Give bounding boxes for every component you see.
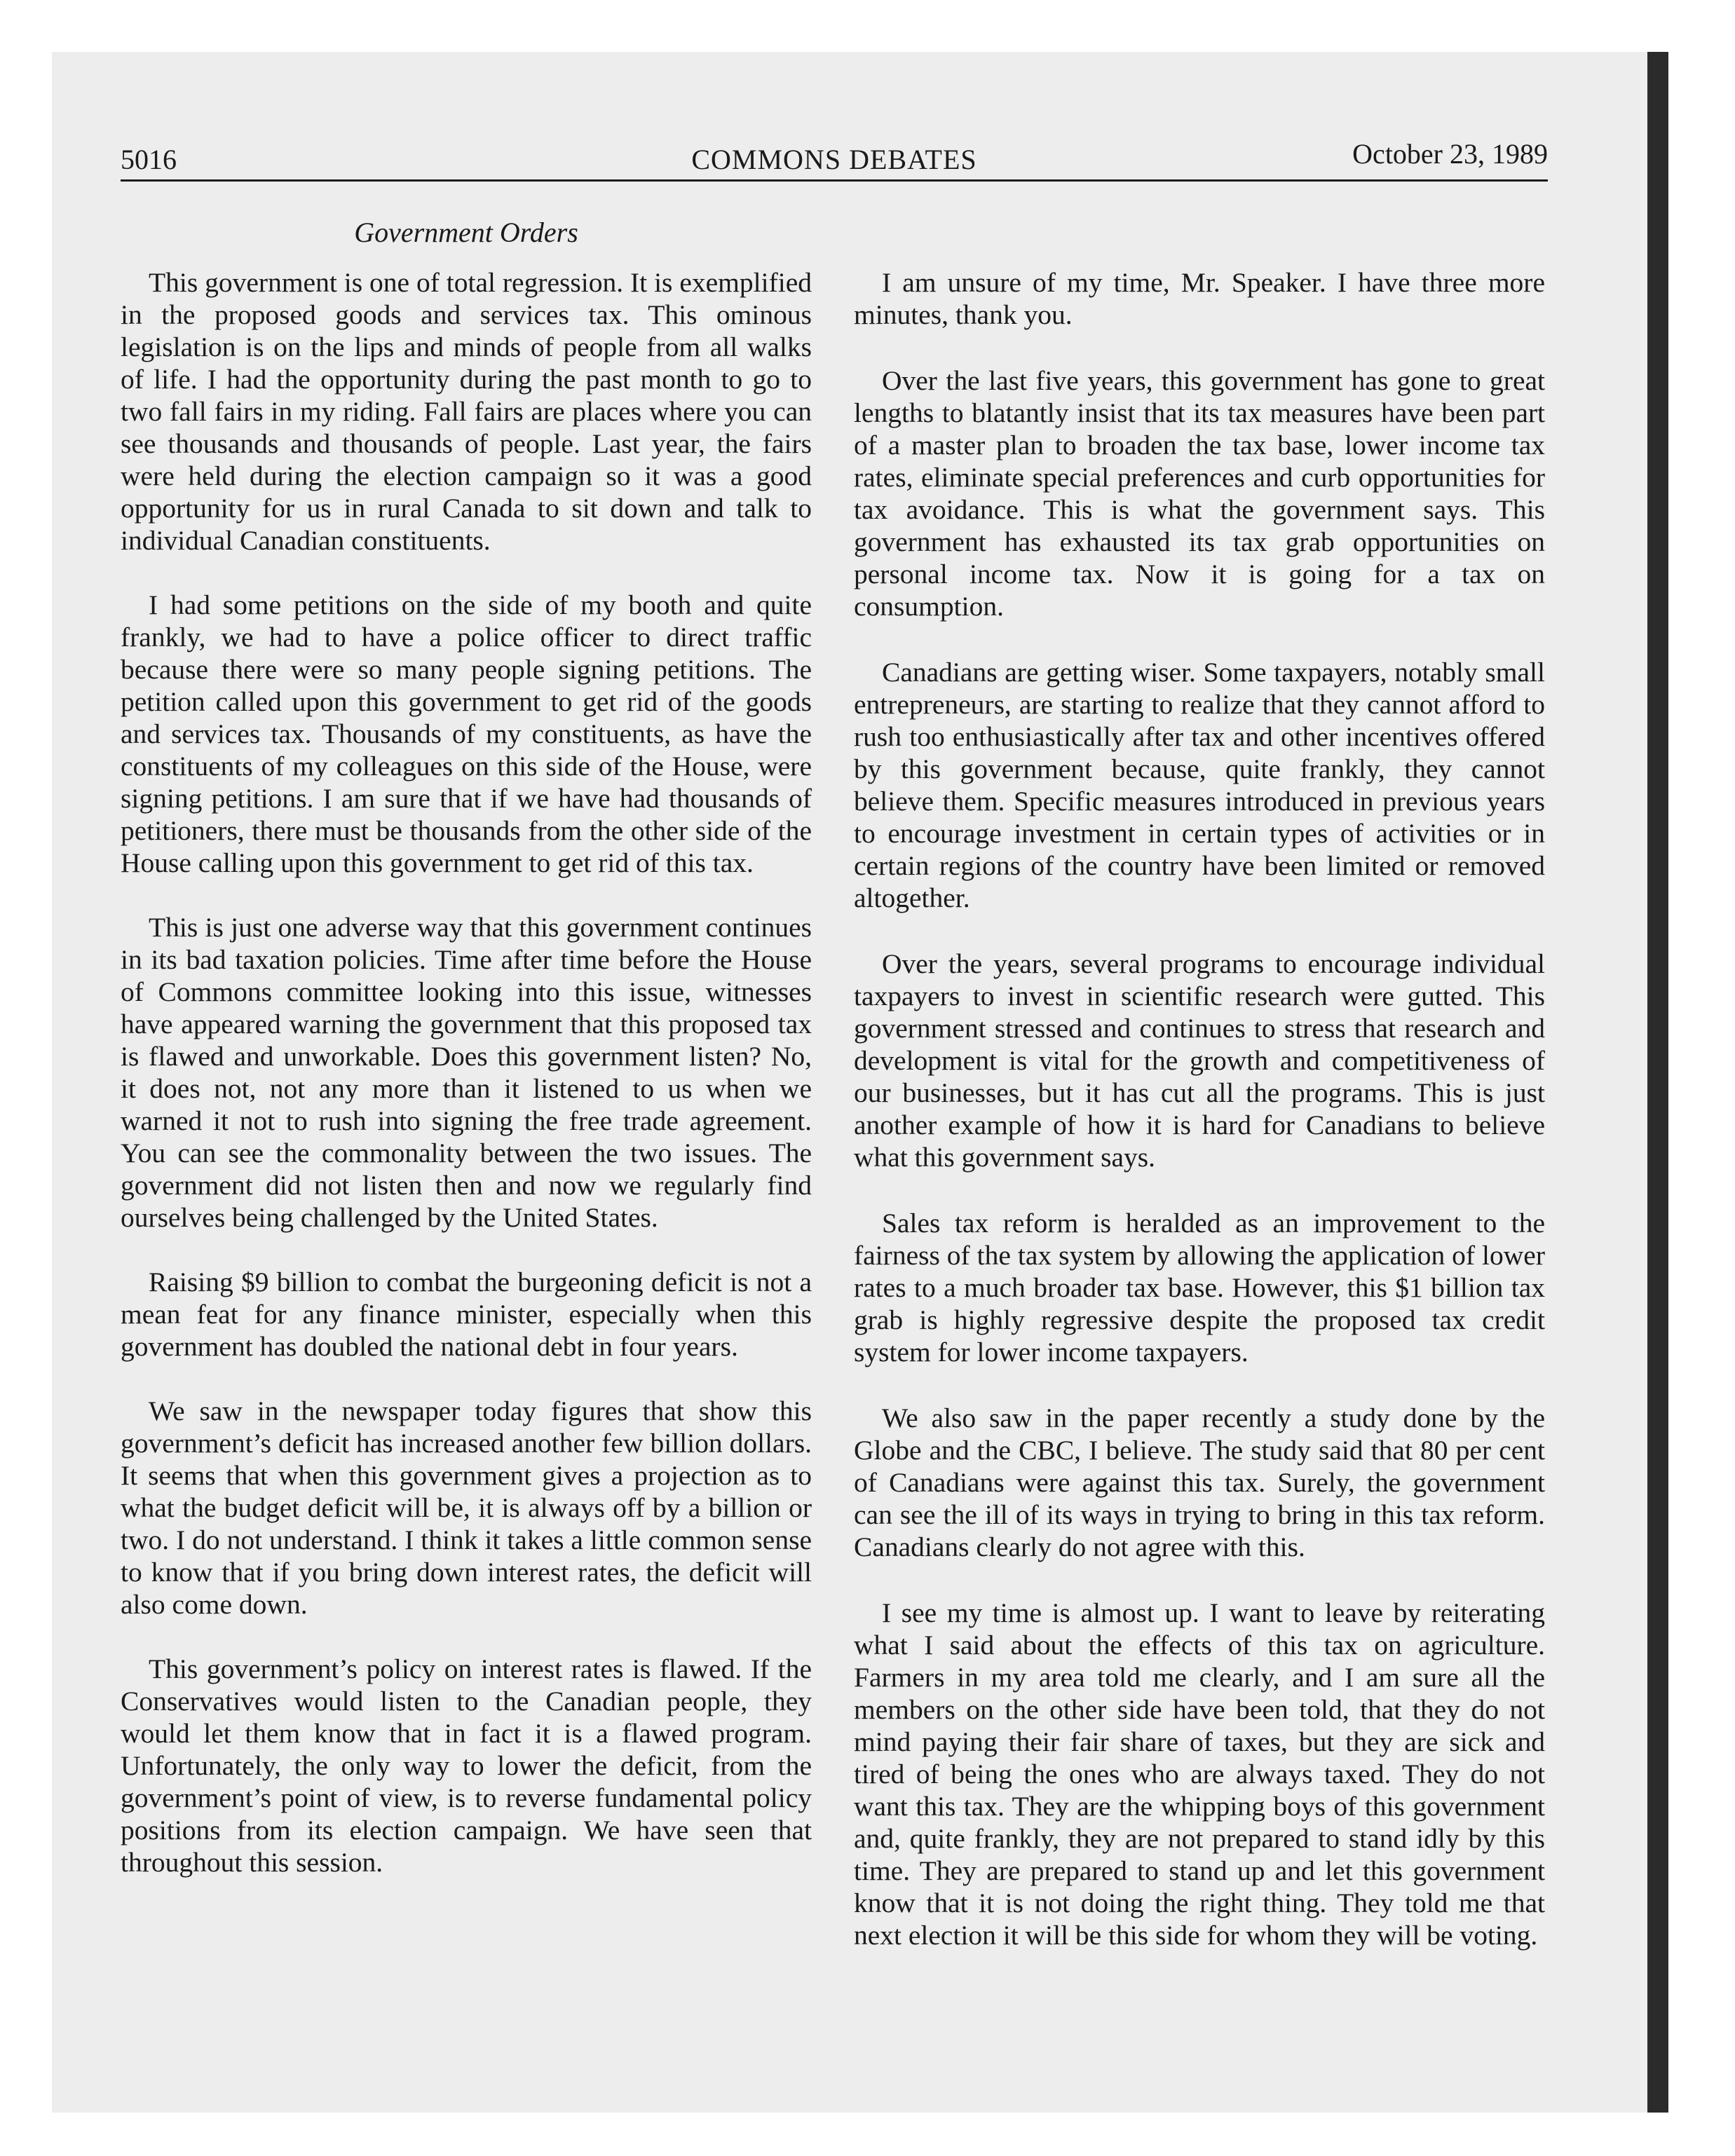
paragraph: Raising $9 billion to combat the burgeoning deficit is not a mean feat for any finance minister, especially when this government has doubled the national debt in four years. (121, 1267, 812, 1362)
header-rule (121, 179, 1548, 182)
paragraph: I had some petitions on the side of my booth and quite frankly, we had to have a police officer to direct traffic because there were so many people signing petitions. The petition called upon this government to get rid of the goods and services tax. Thousands of my constituents, as have the constituents of my colleagues on this side of the House, were signing petitions. I am sure that if we have had thousands of petitioners, there must be thousands from the other side of the House calling upon this government to get rid of this tax. (121, 589, 812, 878)
page-header (121, 137, 1548, 179)
section-heading: Government Orders (354, 217, 578, 248)
scan-edge-shadow (1647, 52, 1668, 2113)
journal-title: COMMONS DEBATES (691, 144, 977, 175)
paragraph: Over the last five years, this government has gone to great lengths to blatantly insist that its tax measures have been part of a master plan to broaden the tax base, lower income tax rates, eliminate special preferences and curb opportunities for tax avoidance. This is what the government says. This government has exhausted its tax grab opportunities on personal income tax. Now it is going for a tax on consumption. (854, 365, 1545, 622)
paragraph: This government’s policy on interest rates is flawed. If the Conservatives would listen to the Canadian people, they would let them know that in fact it is a flawed program. Unfortunately, the only way to lower the deficit, from the government’s point of view, is to reverse fundamental policy positions from its election campaign. We have seen that throughout this session. (121, 1653, 812, 1878)
right-column (854, 266, 1545, 1985)
paragraph: Canadians are getting wiser. Some taxpayers, notably small entrepreneurs, are starting to realize that they cannot afford to rush too enthusiastically after tax and other incentives offered by this government because, quite frankly, they cannot believe them. Specific measures introduced in previous years to encourage investment in certain types of activities or in certain regions of the country have been limited or removed altogether. (854, 657, 1545, 913)
paragraph: I am unsure of my time, Mr. Speaker. I have three more minutes, thank you. (854, 267, 1545, 330)
paragraph: Sales tax reform is heralded as an improvement to the fairness of the tax system by allowing the application of lower rates to a much broader tax base. However, this $1 billion tax grab is highly regressive despite the proposed tax credit system for lower income taxpayers. (854, 1208, 1545, 1367)
paragraph: Over the years, several programs to encourage individual taxpayers to invest in scientific research were gutted. This government stressed and continues to stress that research and development is vital for the growth and competitiveness of our businesses, but it has cut all the programs. This is just another example of how it is hard for Canadians to believe what this government says. (854, 948, 1545, 1173)
paragraph: I see my time is almost up. I want to leave by reiterating what I said about the effects of this tax on agriculture. Farmers in my area told me clearly, and I am sure all the members on the other side have been told, that they do not mind paying their fair share of taxes, but they are sick and tired of being the ones who are always taxed. They do not want this tax. They are the whipping boys of this government and, quite frankly, they are not prepared to stand idly by this time. They are prepared to stand up and let this government know that it is not doing the right thing. They told me that next election it will be this side for whom they will be voting. (854, 1597, 1545, 1951)
paragraph: We saw in the newspaper today figures that show this government’s deficit has increased another few billion dollars. It seems that when this government gives a projection as to what the budget deficit will be, it is always off by a billion or two. I do not understand. I think it takes a little common sense to know that if you bring down interest rates, the deficit will also come down. (121, 1396, 812, 1620)
paragraph: We also saw in the paper recently a study done by the Globe and the CBC, I believe. The study said that 80 per cent of Canadians were against this tax. Surely, the government can see the ill of its ways in trying to bring in this tax reform. Canadians clearly do not agree with this. (854, 1403, 1545, 1562)
page-number: 5016 (121, 144, 177, 175)
paragraph: This is just one adverse way that this government continues in its bad taxation policies. Time after time before the House of Commons committee looking into this issue, witnesses have appeared warning the government that this proposed tax is flawed and unworkable. Does this government listen? No, it does not, not any more than it listened to us when we warned it not to rush into signing the free trade agreement. You can see the commonality between the two issues. The government did not listen then and now we regularly find ourselves being challenged by the United States. (121, 912, 812, 1233)
paragraph: This government is one of total regression. It is exemplified in the proposed goods and services tax. This ominous legislation is on the lips and minds of people from all walks of life. I had the opportunity during the past month to go to two fall fairs in my riding. Fall fairs are places where you can see thousands and thousands of people. Last year, the fairs were held during the election campaign so it was a good opportunity for us in rural Canada to sit down and talk to individual Canadian constituents. (121, 267, 812, 556)
left-column (121, 266, 812, 1911)
page-date: October 23, 1989 (1352, 138, 1548, 170)
